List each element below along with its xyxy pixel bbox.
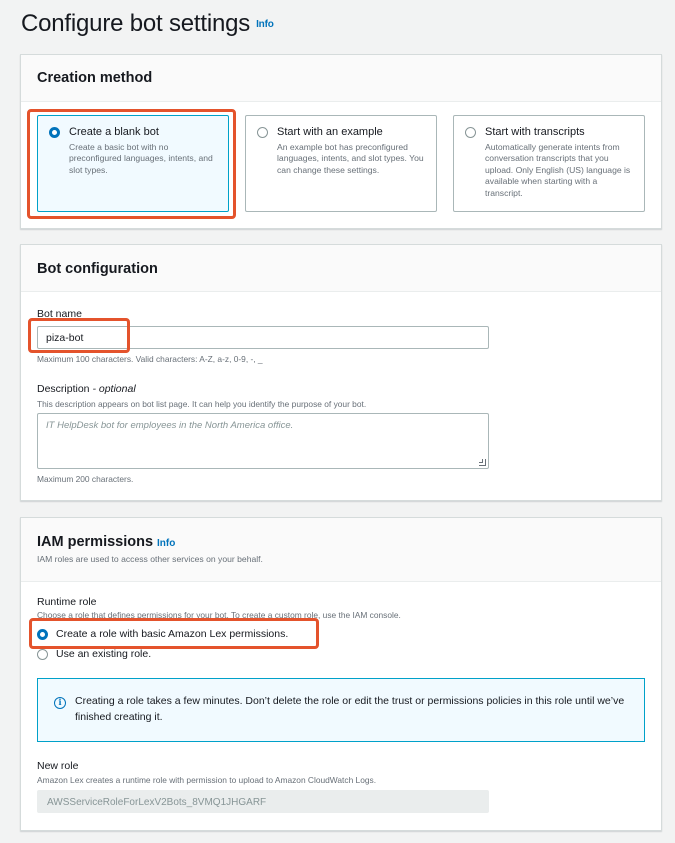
new-role-input: AWSServiceRoleForLexV2Bots_8VMQ1JHGARF [37,790,489,813]
tile-title: Start with transcripts [485,126,585,138]
iam-permissions-panel [20,517,662,831]
bot-configuration-header [21,245,661,292]
iam-info-link[interactable]: Info [157,538,176,549]
highlight-bot-name [28,318,130,353]
description-help: This description appears on bot list page. It can help you identify the purpose of your bot. [37,399,367,409]
role-option-existing[interactable] [37,648,151,660]
new-role-help: Amazon Lex creates a runtime role with permission to upload to Amazon CloudWatch Logs. [37,775,377,785]
creation-method-header [21,55,661,102]
resize-grip-icon[interactable] [479,459,486,466]
runtime-role-help: Choose a role that defines permissions for your bot. To create a custom role, use the IAM console. [37,610,401,620]
runtime-role-label: Runtime role [37,596,97,608]
tile-description: Create a basic bot with no preconfigured languages, intents, and slot types. [69,142,213,175]
info-icon: i [54,697,66,709]
bot-name-input[interactable]: piza-bot [37,326,489,349]
description-label-text: Description [37,383,90,395]
description-textarea[interactable] [37,413,489,469]
tile-transcripts-bot[interactable] [453,115,645,212]
role-option-label: Use an existing role. [56,648,152,660]
radio-transcripts-bot[interactable] [465,127,476,138]
tile-description: An example bot has preconfigured languages, intents, and slot types. You can change these settings. [277,142,424,175]
creation-method-title: Creation method [37,70,153,86]
iam-permissions-description: IAM roles are used to access other services on your behalf. [37,554,263,564]
tile-example-bot[interactable] [245,115,437,212]
radio-existing-role[interactable] [37,649,48,660]
radio-example-bot[interactable] [257,127,268,138]
page-title-text: Configure bot settings [21,10,251,37]
tile-title: Create a blank bot [69,126,159,138]
description-placeholder: IT HelpDesk bot for employees in the North America office. [46,420,294,431]
highlight-blank-bot [27,109,236,219]
iam-permissions-header [21,518,661,582]
bot-configuration-title: Bot configuration [37,261,158,277]
page-info-link[interactable]: Info [256,19,274,31]
tile-title: Start with an example [277,126,383,138]
highlight-create-role [29,618,319,649]
iam-permissions-title: IAM permissions [37,534,154,550]
bot-name-constraint: Maximum 100 characters. Valid characters: A-Z, a-z, 0-9, -, _ [37,354,263,364]
description-label [37,383,136,395]
new-role-label: New role [37,760,79,772]
bot-configuration-panel [20,244,662,501]
bot-name-label: Bot name [37,308,82,320]
page-title [21,10,274,38]
tile-description: Automatically generate intents from conversation transcripts that you upload. Only English (US) language is available when starting with a transcript. [485,142,631,198]
alert-text: Creating a role takes a few minutes. Don’t delete the role or edit the trust or permissions policies in this role until we’ve finished creating it. [75,695,625,723]
info-alert [37,678,645,742]
description-constraint: Maximum 200 characters. [37,474,134,484]
role-option-label: Create a role with basic Amazon Lex permissions. [56,628,289,640]
description-optional: - optional [92,383,136,395]
